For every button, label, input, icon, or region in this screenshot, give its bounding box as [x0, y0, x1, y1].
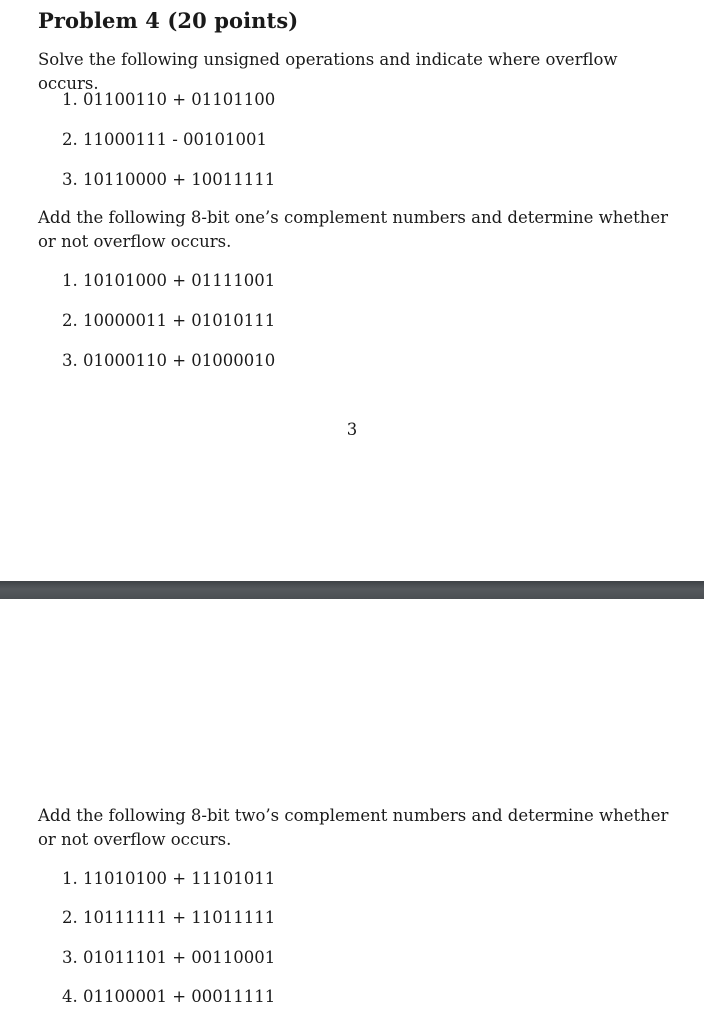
unsigned-item-3: 3. 10110000 + 10011111 — [62, 170, 276, 189]
twos-complement-item-3: 3. 01011101 + 00110001 — [62, 948, 276, 967]
ones-complement-item-1: 1. 10101000 + 01111001 — [62, 271, 276, 290]
twos-complement-item-4: 4. 01100001 + 00011111 — [62, 987, 276, 1006]
ones-complement-item-3: 3. 01000110 + 01000010 — [62, 351, 276, 370]
ones-complement-instructions: Add the following 8-bit one’s complement numbers and determine whether or not overflow occurs. — [38, 208, 669, 251]
twos-complement-item-1: 1. 11010100 + 11101011 — [62, 869, 276, 888]
page-number: 3 — [346, 420, 358, 439]
twos-complement-item-2: 2. 10111111 + 11011111 — [62, 908, 276, 927]
twos-complement-instructions: Add the following 8-bit two’s complement numbers and determine whether or not overflow occurs. — [38, 806, 669, 849]
ones-complement-item-2: 2. 10000011 + 01010111 — [62, 311, 276, 330]
unsigned-instructions: Solve the following unsigned operations and indicate where overflow occurs. — [38, 50, 618, 93]
page-separator — [0, 581, 704, 599]
unsigned-item-2: 2. 11000111 - 00101001 — [62, 130, 268, 149]
unsigned-item-1: 1. 01100110 + 01101100 — [62, 90, 276, 109]
problem-title: Problem 4 (20 points) — [38, 8, 299, 33]
document-page-4 — [0, 599, 704, 1024]
